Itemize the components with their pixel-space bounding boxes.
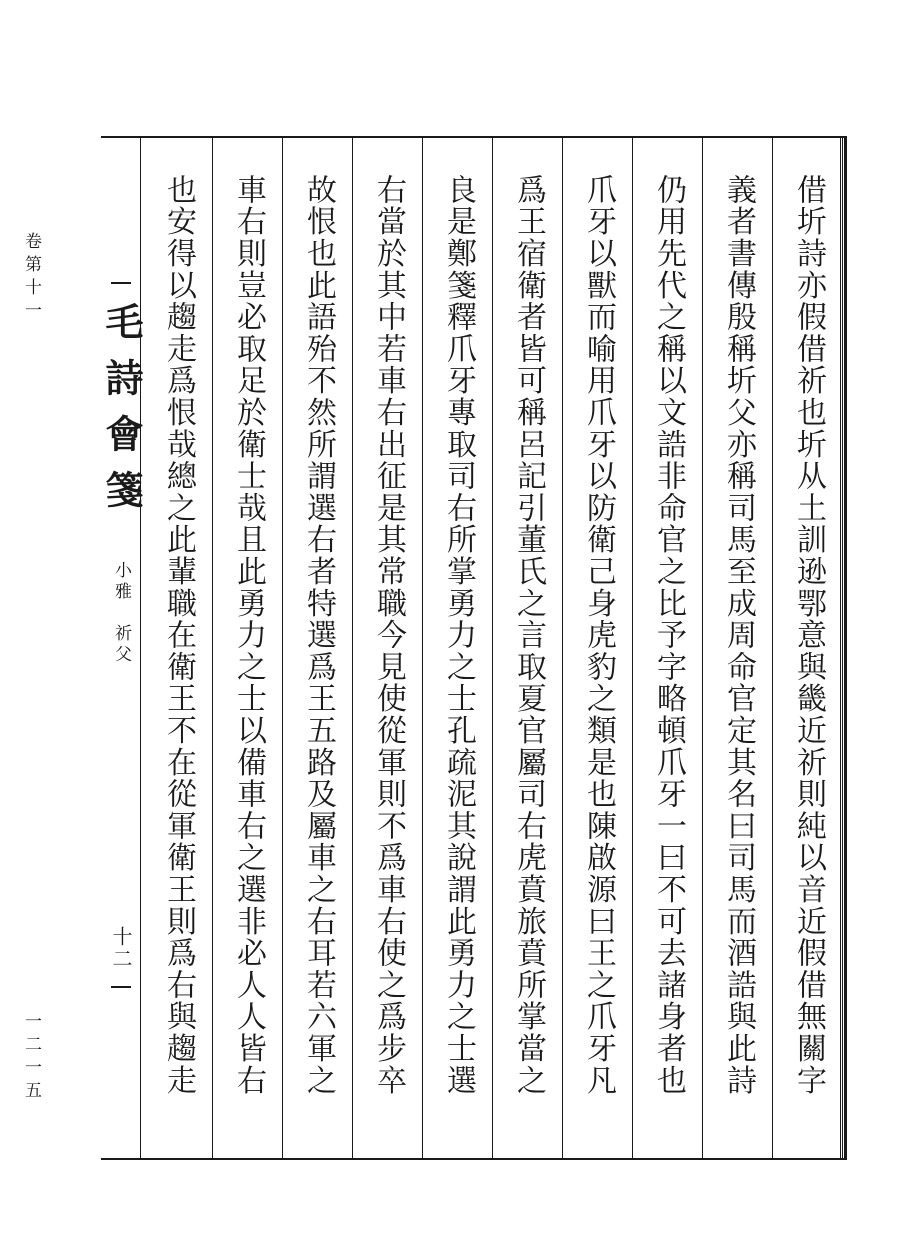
- text-column-3: [633, 138, 703, 1158]
- column-text: 良是鄭箋釋爪牙專取司右所掌勇力之士孔疏泥其說謂此勇力之士選: [441, 174, 476, 1097]
- text-column-5: [493, 138, 563, 1158]
- page-number: 一二一五: [21, 1012, 41, 1104]
- text-column-10: [143, 138, 213, 1158]
- text-column-6: [423, 138, 493, 1158]
- text-column-8: [283, 138, 353, 1158]
- column-text: 借圻詩亦假借祈也圻从土訓逊鄂意與畿近祈則純以音近假借無關字: [791, 174, 826, 1097]
- fish-tail-mark-top: [111, 282, 131, 284]
- text-column-4: [563, 138, 633, 1158]
- column-text: 也安得以趨走爲恨哉總之此輩職在衛王不在從軍衛王則爲右與趨走: [161, 174, 196, 1097]
- column-text: 爲王宿衛者皆可稱呂記引董氏之言取夏官屬司右虎賁旅賁所掌當之: [511, 174, 546, 1097]
- volume-label: 卷第十一: [21, 232, 41, 324]
- column-text: 右當於其中若車右出征是其常職今見使從軍則不爲車右使之爲步卒: [371, 174, 406, 1097]
- column-text: 爪牙以獸而喻用爪牙以防衛己身虎豹之類是也陳啟源曰王之爪牙凡: [581, 174, 616, 1097]
- text-column-1: [773, 138, 843, 1158]
- text-column-9: [213, 138, 283, 1158]
- leaf-number: 十二: [109, 926, 133, 970]
- section-title: 小雅 祈父: [111, 561, 131, 666]
- text-column-2: [703, 138, 773, 1158]
- text-column-7: [353, 138, 423, 1158]
- fish-tail-mark-bottom: [111, 986, 131, 988]
- book-title: 毛詩會箋: [99, 302, 144, 526]
- column-text: 義者書傳殷稱圻父亦稱司馬至成周命官定其名曰司馬而酒誥與此詩: [721, 174, 756, 1097]
- banxin-column: [99, 136, 144, 1160]
- column-text: 故恨也此語殆不然所謂選右者特選爲王五路及屬車之右耳若六軍之: [301, 174, 336, 1097]
- column-text: 仍用先代之稱以文誥非命官之比予字略頓爪牙一曰不可去諸身者也: [651, 174, 686, 1097]
- column-text: 車右則豈必取足於衛士哉且此勇力之士以備車右之選非必人人皆右: [231, 174, 266, 1097]
